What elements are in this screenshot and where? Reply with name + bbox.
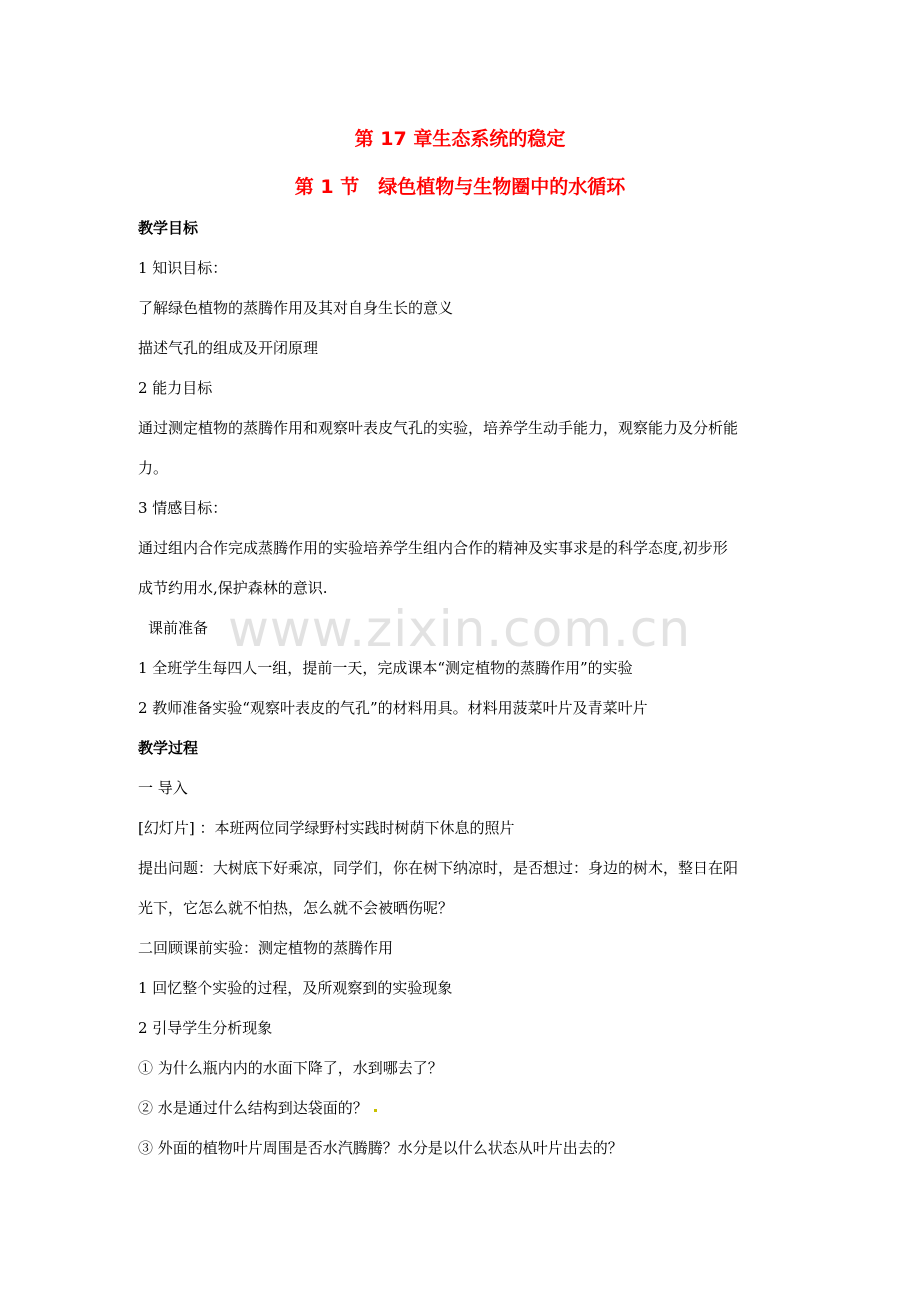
heading-teaching-process: 教学过程 bbox=[138, 739, 199, 757]
paragraph: 提出问题：大树底下好乘凉，同学们，你在树下纳凉时，是否想过：身边的树木，整日在阳 bbox=[138, 859, 739, 877]
paragraph: 1 回忆整个实验的过程，及所观察到的实验现象 bbox=[138, 979, 453, 997]
paragraph: ① 为什么瓶内内的水面下降了，水到哪去了？ bbox=[138, 1059, 443, 1077]
mark-dot bbox=[374, 1109, 377, 1112]
paragraph: 通过测定植物的蒸腾作用和观察叶表皮气孔的实验，培养学生动手能力，观察能力及分析能 bbox=[138, 419, 739, 437]
heading-teaching-goals: 教学目标 bbox=[138, 219, 199, 237]
paragraph: 2 能力目标 bbox=[138, 379, 213, 397]
paragraph: 成节约用水,保护森林的意识. bbox=[138, 579, 328, 597]
paragraph: 通过组内合作完成蒸腾作用的实验培养学生组内合作的精神及实事求是的科学态度,初步形 bbox=[138, 539, 728, 557]
paragraph: 光下，它怎么就不怕热，怎么就不会被晒伤呢？ bbox=[138, 899, 454, 917]
section-title: 第 1 节 绿色植物与生物圈中的水循环 bbox=[294, 176, 626, 198]
heading-preparation: 课前准备 bbox=[148, 619, 209, 637]
paragraph: 描述气孔的组成及开闭原理 bbox=[138, 339, 319, 357]
paragraph: 了解绿色植物的蒸腾作用及其对自身生长的意义 bbox=[138, 299, 454, 317]
paragraph: 2 教师准备实验“观察叶表皮的气孔”的材料用具。材料用菠菜叶片及青菜叶片 bbox=[138, 699, 648, 717]
paragraph: 力。 bbox=[138, 459, 169, 477]
paragraph: 一 导入 bbox=[138, 779, 188, 797]
paragraph: 2 引导学生分析现象 bbox=[138, 1019, 273, 1037]
paragraph: 3 情感目标： bbox=[138, 499, 228, 517]
watermark: www.zixin.com.cn bbox=[228, 600, 692, 658]
paragraph: 二回顾课前实验：测定植物的蒸腾作用 bbox=[138, 939, 394, 957]
paragraph: 1 全班学生每四人一组，提前一天，完成课本“测定植物的蒸腾作用”的实验 bbox=[138, 659, 633, 677]
paragraph-with-mark bbox=[138, 1098, 788, 1118]
chapter-title: 第 17 章生态系统的稳定 bbox=[354, 128, 566, 150]
paragraph: ③ 外面的植物叶片周围是否水汽腾腾？水分是以什么状态从叶片出去的？ bbox=[138, 1139, 623, 1157]
paragraph-text: ② 水是通过什么结构到达袋面的？ bbox=[138, 1099, 368, 1117]
paragraph: 1 知识目标： bbox=[138, 259, 228, 277]
paragraph: [幻灯片] ：本班两位同学绿野村实践时树荫下休息的照片 bbox=[138, 819, 515, 837]
